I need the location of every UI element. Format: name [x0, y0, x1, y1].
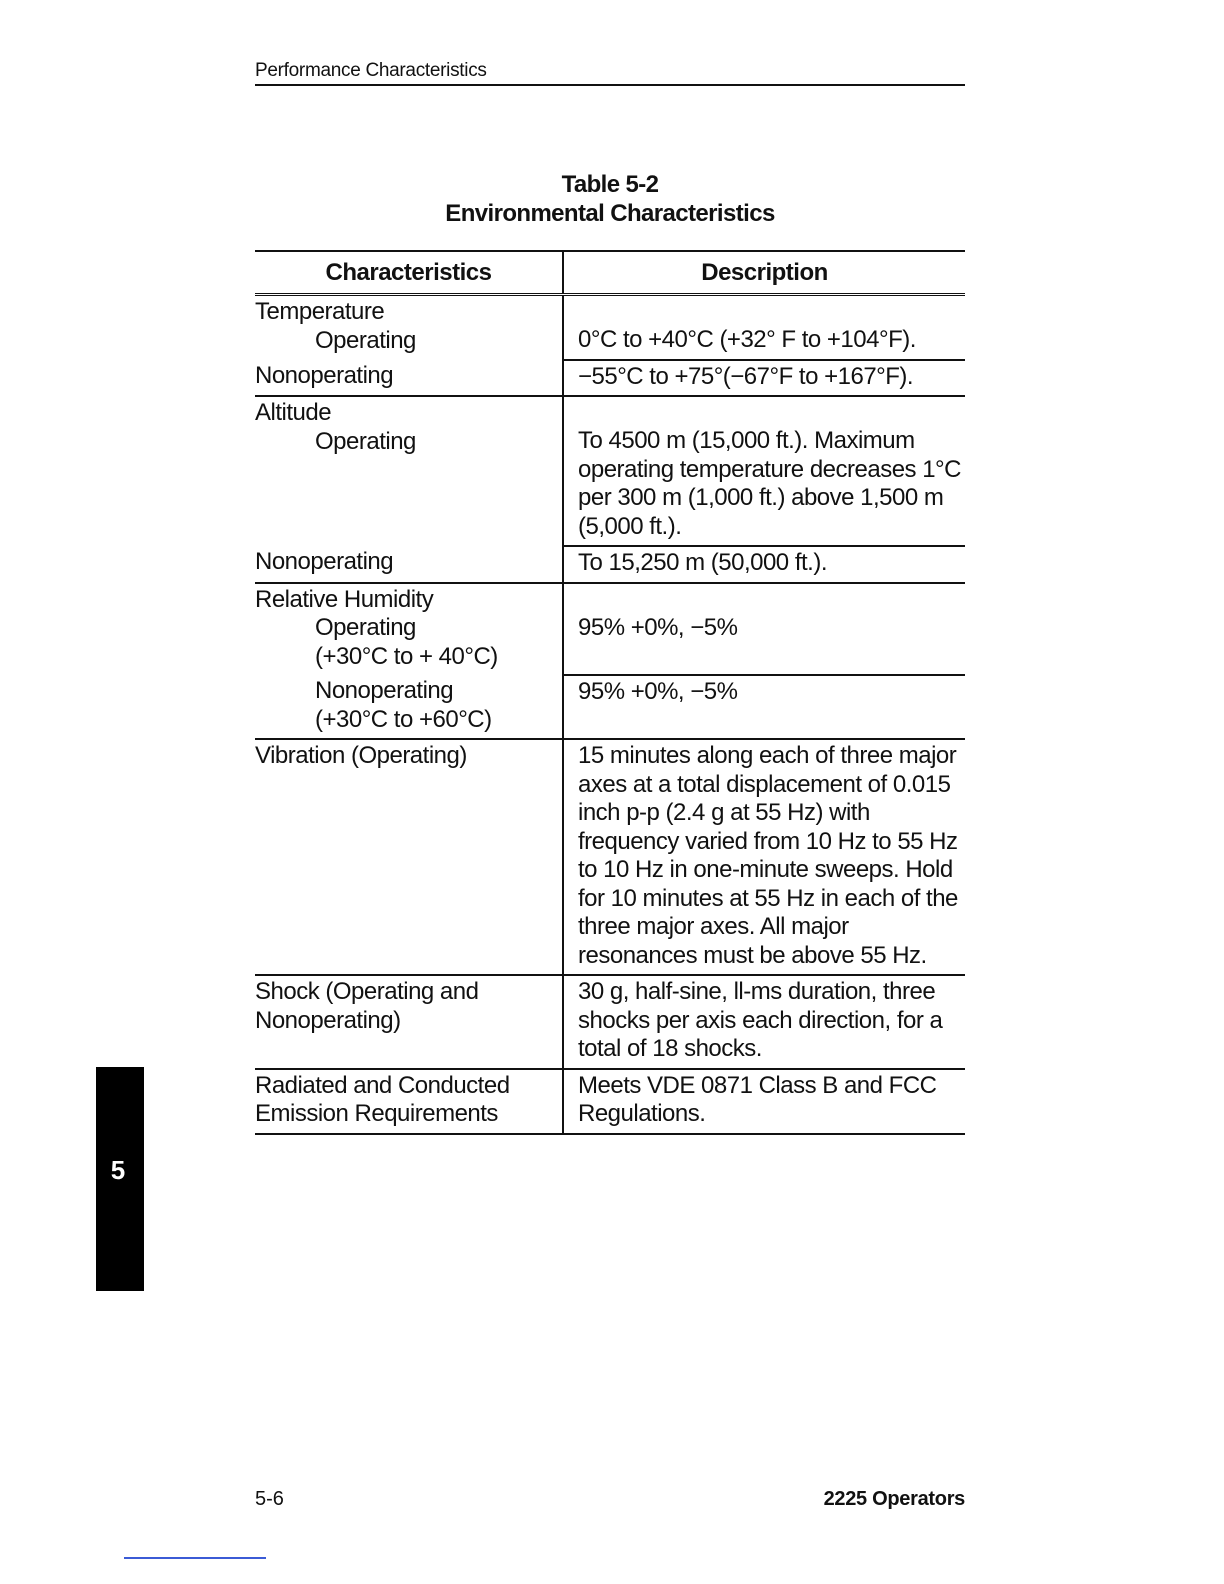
- table-row: [255, 1069, 965, 1134]
- section-number: 5: [110, 1155, 126, 1185]
- running-head: Performance Characteristics: [255, 60, 965, 86]
- vibration-desc: 15 minutes along each of three major axes at a total displacement of 0.015 inch p-p (2.4 g at 55 Hz) with frequency varied from 10 Hz to 55 Hz to 10 Hz in one-minute sweeps. Hold for 10 minutes at 55 Hz in each of the three major axes. All major resonances must be above 55 Hz.: [563, 739, 965, 975]
- emission-label: Radiated and Conducted Emission Requirements: [255, 1069, 563, 1134]
- humidity-nonoperating-desc: 95% +0%, −5%: [563, 675, 965, 739]
- temperature-label: Temperature: [255, 298, 385, 325]
- column-header-characteristics: Characteristics: [255, 251, 563, 295]
- table-row: [255, 396, 965, 546]
- temperature-operating-desc: 0°C to +40°C (+32° F to +104°F).: [563, 295, 965, 360]
- document-title: 2225 Operators: [823, 1488, 965, 1510]
- table-row: [255, 295, 965, 360]
- page-number: 5-6: [255, 1488, 284, 1510]
- altitude-operating-label: Operating: [315, 427, 416, 455]
- table-row: [255, 360, 965, 397]
- altitude-nonoperating-desc: To 15,250 m (50,000 ft.).: [563, 546, 965, 583]
- shock-desc: 30 g, half-sine, ll-ms duration, three shocks per axis each direction, for a total of 18 shocks.: [563, 975, 965, 1069]
- table-title: Environmental Characteristics: [445, 200, 775, 227]
- column-header-description: Description: [563, 251, 965, 295]
- table-row: [255, 975, 965, 1069]
- vibration-label: Vibration (Operating): [255, 739, 563, 975]
- characteristic-cell: [255, 583, 563, 676]
- shock-label: Shock (Operating and Nonoperating): [255, 975, 563, 1069]
- section-side-tab: [96, 1067, 144, 1291]
- table-row: [255, 583, 965, 676]
- table-row: [255, 739, 965, 975]
- humidity-nonoperating-label: Nonoperating: [315, 677, 454, 704]
- environmental-characteristics-table: [255, 250, 965, 1135]
- altitude-label: Altitude: [255, 399, 332, 426]
- table-header-row: [255, 251, 965, 295]
- humidity-label: Relative Humidity: [255, 585, 434, 613]
- characteristic-cell: [255, 396, 563, 546]
- table-number: Table 5-2: [561, 171, 659, 198]
- altitude-nonoperating-label: Nonoperating: [255, 546, 563, 583]
- humidity-operating-range: (+30°C to + 40°C): [315, 642, 498, 670]
- table-row: [255, 675, 965, 739]
- humidity-nonoperating-range: (+30°C to +60°C): [315, 705, 492, 733]
- table-row: [255, 546, 965, 583]
- humidity-operating-desc: 95% +0%, −5%: [563, 583, 965, 676]
- characteristic-cell: [255, 675, 563, 739]
- temperature-nonoperating-desc: −55°C to +75°(−67°F to +167°F).: [563, 360, 965, 397]
- humidity-operating-label: Operating: [315, 614, 416, 641]
- scan-edge-line: [124, 1557, 266, 1559]
- emission-desc: Meets VDE 0871 Class B and FCC Regulations.: [563, 1069, 965, 1134]
- temperature-nonoperating-label: Nonoperating: [255, 360, 563, 397]
- characteristic-cell: [255, 295, 563, 360]
- temperature-operating-label: Operating: [315, 326, 416, 354]
- table-caption: [255, 170, 965, 228]
- altitude-operating-desc: To 4500 m (15,000 ft.). Maximum operating temperature decreases 1°C per 300 m (1,000 ft.) above 1,500 m (5,000 ft.).: [563, 396, 965, 546]
